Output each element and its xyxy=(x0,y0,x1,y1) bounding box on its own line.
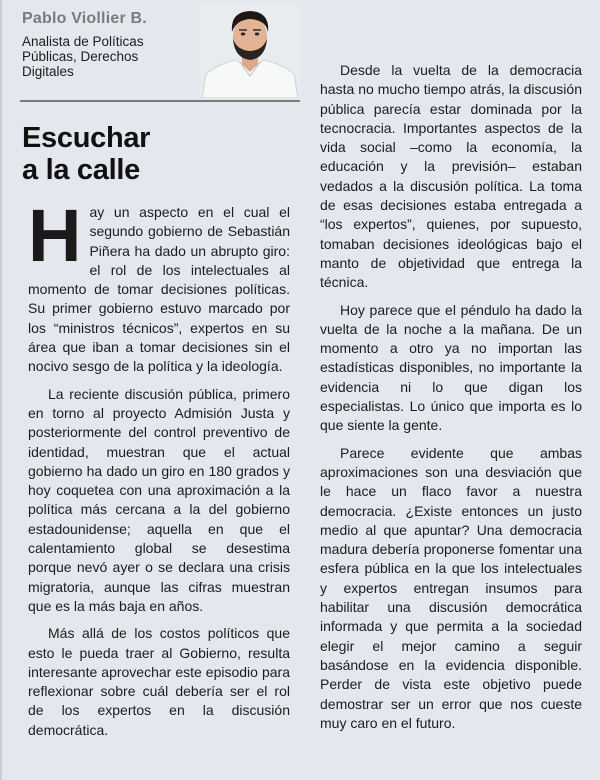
author-role: Analista de Políticas Públicas, Derechos Digitales xyxy=(22,34,144,79)
drop-cap: H xyxy=(28,194,82,277)
article-paragraph: Parece evidente que ambas aproximaciones son una desviación que le hace un flaco favor a nuestra democracia. ¿Existe entonces un justo medio al que apuntar? Una democracia madura debería proponerse fomentar una esfera pública en la que los intelectuales y expertos entregan insumos para habilitar una discusión democrática informada y que permita a la sociedad elegir el mejor camino a seguir basándose en la evidencia disponible. Perder de vista este objetivo puede demostrar ser un error que nos cueste muy caro en el futuro. xyxy=(320,444,582,731)
article-column-left xyxy=(28,194,290,748)
article-title-line-2: a la calle xyxy=(22,154,140,186)
author-name: Pablo Viollier B. xyxy=(22,10,147,27)
author-portrait-icon xyxy=(200,4,300,98)
article-paragraph: Desde la vuelta de la democracia hasta no mucho tiempo atrás, la discusión pública parecía estar dominada por la tecnocracia. Importantes aspectos de la vida social –como la economía, la educación y la previsión– estaban vedados a la discusión política. La toma de esas decisiones estaba entregada a “los expertos”, quienes, por supuesto, tomaban decisiones ideológicas bajo el manto de objetividad que entrega la técnica. xyxy=(320,62,582,291)
article-paragraph: Más allá de los costos políticos que esto le pueda traer al Gobierno, resulta interesante aprovechar este episodio para reflexionar sobre cuál debería ser el rol de los expertos en la discusión democrática. xyxy=(28,625,290,738)
header-divider xyxy=(20,100,300,102)
article-paragraph: Hoy parece que el péndulo ha dado la vuelta de la noche a la mañana. De un momento a otro ya no importan las estadísticas disponibles, no importante la evidencia ni lo que digan los especialistas. Lo único que importa es lo que siente la gente. xyxy=(320,301,582,434)
article-title-line-1: Escuchar xyxy=(22,122,151,154)
article-paragraph: La reciente discusión pública, primero en torno al proyecto Admisión Justa y posteriormente del control preventivo de identidad, muestran que el actual gobierno ha dado un giro en 180 grados y hoy coquetea con una aproximación a la política más cercana a la del gobierno estadounidense; aquella en que el calentamiento global se desestima porque nevó ayer o se declara una crisis migratoria, aunque las cifras muestran que es la más baja en años. xyxy=(28,385,290,614)
author-photo xyxy=(200,4,300,98)
article-paragraph: Hay un aspecto en el cual el segundo gobierno de Sebastián Piñera ha dado un abrupto giro: el rol de los intelectuales al momento de tomar decisiones políticas. Su primer gobierno estuvo marcado por los “ministros técnicos”, expertos en su área que iban a tomar decisiones sin el nocivo sesgo de la política y la ideología. xyxy=(28,194,290,375)
article-column-right xyxy=(320,61,582,741)
article-title xyxy=(22,122,150,186)
